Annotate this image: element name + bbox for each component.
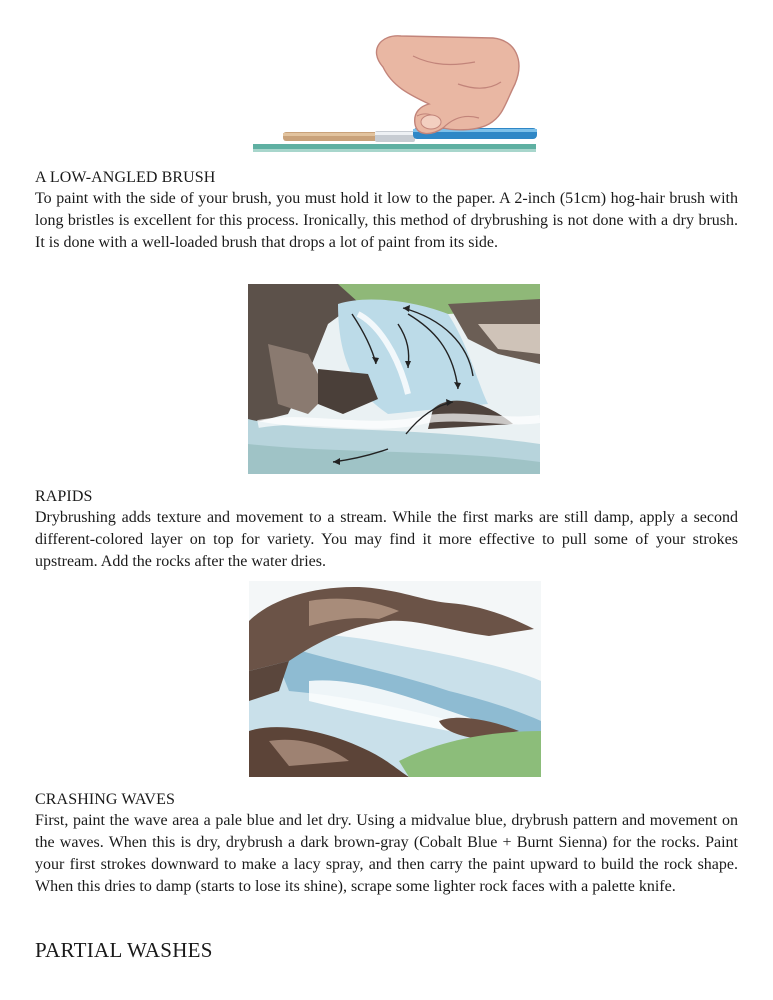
- paragraph-rapids: Drybrushing adds texture and movement to a stream. While the first marks are still damp, apply a second different-colored layer on top for variety. You may find it more effective to pull some of your strokes upstream. Add the rocks after the water dries.: [35, 509, 738, 570]
- figure-caption-low-angled-brush: A LOW-ANGLED BRUSH: [35, 169, 216, 186]
- paragraph-crashing-waves: First, paint the wave area a pale blue and let dry. Using a midvalue blue, drybrush pattern and movement on the waves. When this is dry, drybrush a dark brown-gray (Cobalt Blue + Burnt Sienna) for the rocks. Paint your first strokes downward to make a lacy spray, and then carry the paint upward to build the rock shape. When this dries to damp (starts to lose its shine), scrape some lighter rock faces with a palette knife.: [35, 812, 738, 895]
- rapids-painting: [248, 284, 540, 474]
- hand-brush-illustration: [253, 32, 538, 156]
- crashing-waves-painting: [249, 581, 541, 777]
- figure-caption-rapids: RAPIDS: [35, 488, 93, 505]
- paragraph-low-angled-brush: To paint with the side of your brush, you must hold it low to the paper. A 2-inch (51cm) hog-hair brush with long bristles is excellent for this process. Ironically, this method of drybrushing is not done with a dry brush. It is done with a well-loaded brush that drops a lot of paint from its side.: [35, 190, 738, 251]
- section-heading-partial-washes: PARTIAL WASHES: [35, 938, 213, 962]
- figure-caption-crashing-waves: CRASHING WAVES: [35, 791, 175, 808]
